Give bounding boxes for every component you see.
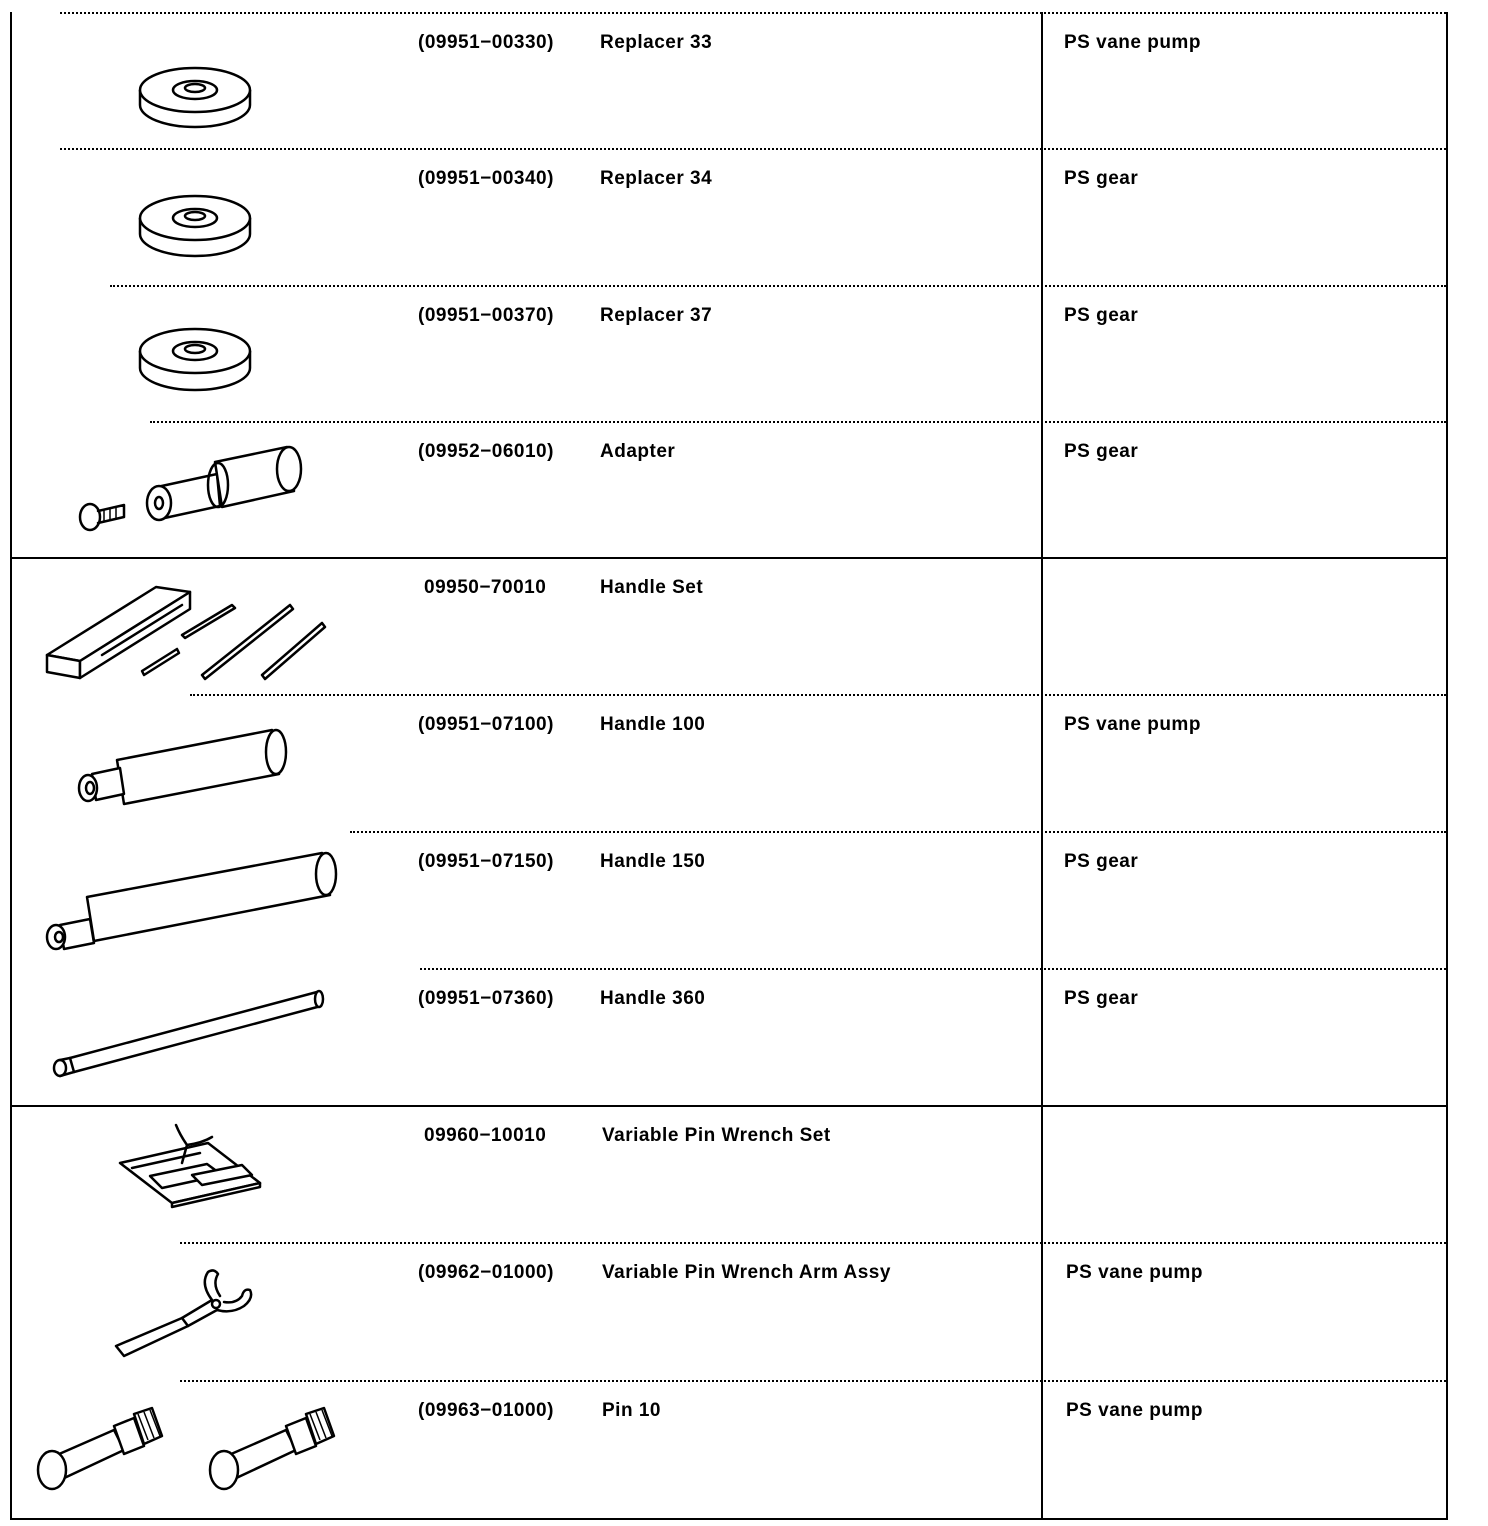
- tool-name: Replacer 37: [600, 305, 713, 326]
- table-row: [12, 1382, 1446, 1516]
- part-number: (09951−07150): [418, 851, 554, 872]
- table-right-border: [1446, 12, 1448, 1520]
- table-row: [12, 970, 1446, 1104]
- tool-name: Variable Pin Wrench Arm Assy: [602, 1262, 891, 1283]
- pin-pair-icon: [22, 1388, 402, 1513]
- part-number: (09963−01000): [418, 1400, 554, 1421]
- table-row: [12, 423, 1446, 557]
- table-row: [12, 559, 1446, 693]
- tool-name: Handle Set: [600, 577, 704, 598]
- tool-usage: PS gear: [1064, 441, 1139, 462]
- replacer-ring-icon: [32, 20, 402, 145]
- pin-wrench-arm-icon: [32, 1250, 402, 1375]
- tool-usage: PS gear: [1064, 168, 1139, 189]
- tool-name: Variable Pin Wrench Set: [602, 1125, 831, 1146]
- tool-name: Adapter: [600, 441, 676, 462]
- table-row: [12, 150, 1446, 284]
- pin-wrench-set-icon: [32, 1113, 402, 1238]
- part-number: (09951−00370): [418, 305, 554, 326]
- part-number: (09952−06010): [418, 441, 554, 462]
- tool-usage: PS gear: [1064, 988, 1139, 1009]
- tool-usage: PS gear: [1064, 851, 1139, 872]
- tool-usage: PS vane pump: [1066, 1400, 1203, 1421]
- handle-short-icon: [32, 702, 402, 827]
- part-number: (09951−07100): [418, 714, 554, 735]
- tool-name: Handle 100: [600, 714, 706, 735]
- tool-name: Handle 360: [600, 988, 706, 1009]
- table-row: [12, 14, 1446, 148]
- part-number: (09951−00330): [418, 32, 554, 53]
- table-row: [12, 1244, 1446, 1378]
- tool-name: Replacer 34: [600, 168, 713, 189]
- part-number: (09951−00340): [418, 168, 554, 189]
- table-row: [12, 1107, 1446, 1241]
- handle-long-icon: [32, 976, 402, 1101]
- tool-name: Replacer 33: [600, 32, 713, 53]
- table-row: [12, 833, 1446, 967]
- tool-usage: PS vane pump: [1064, 32, 1201, 53]
- table-row: [12, 287, 1446, 421]
- tool-usage: PS vane pump: [1064, 714, 1201, 735]
- part-number: 09950−70010: [424, 577, 547, 598]
- part-number: 09960−10010: [424, 1125, 547, 1146]
- handle-set-icon: [32, 565, 402, 690]
- tool-name: Pin 10: [602, 1400, 661, 1421]
- table-bottom-border: [10, 1518, 1448, 1520]
- part-number: (09951−07360): [418, 988, 554, 1009]
- tool-usage: PS gear: [1064, 305, 1139, 326]
- handle-medium-icon: [32, 839, 402, 964]
- replacer-ring-icon: [32, 293, 402, 418]
- part-number: (09962−01000): [418, 1262, 554, 1283]
- tool-name: Handle 150: [600, 851, 706, 872]
- adapter-bolt-icon: [32, 429, 402, 554]
- replacer-ring-icon: [32, 156, 402, 281]
- tool-usage: PS vane pump: [1066, 1262, 1203, 1283]
- table-row: [12, 696, 1446, 830]
